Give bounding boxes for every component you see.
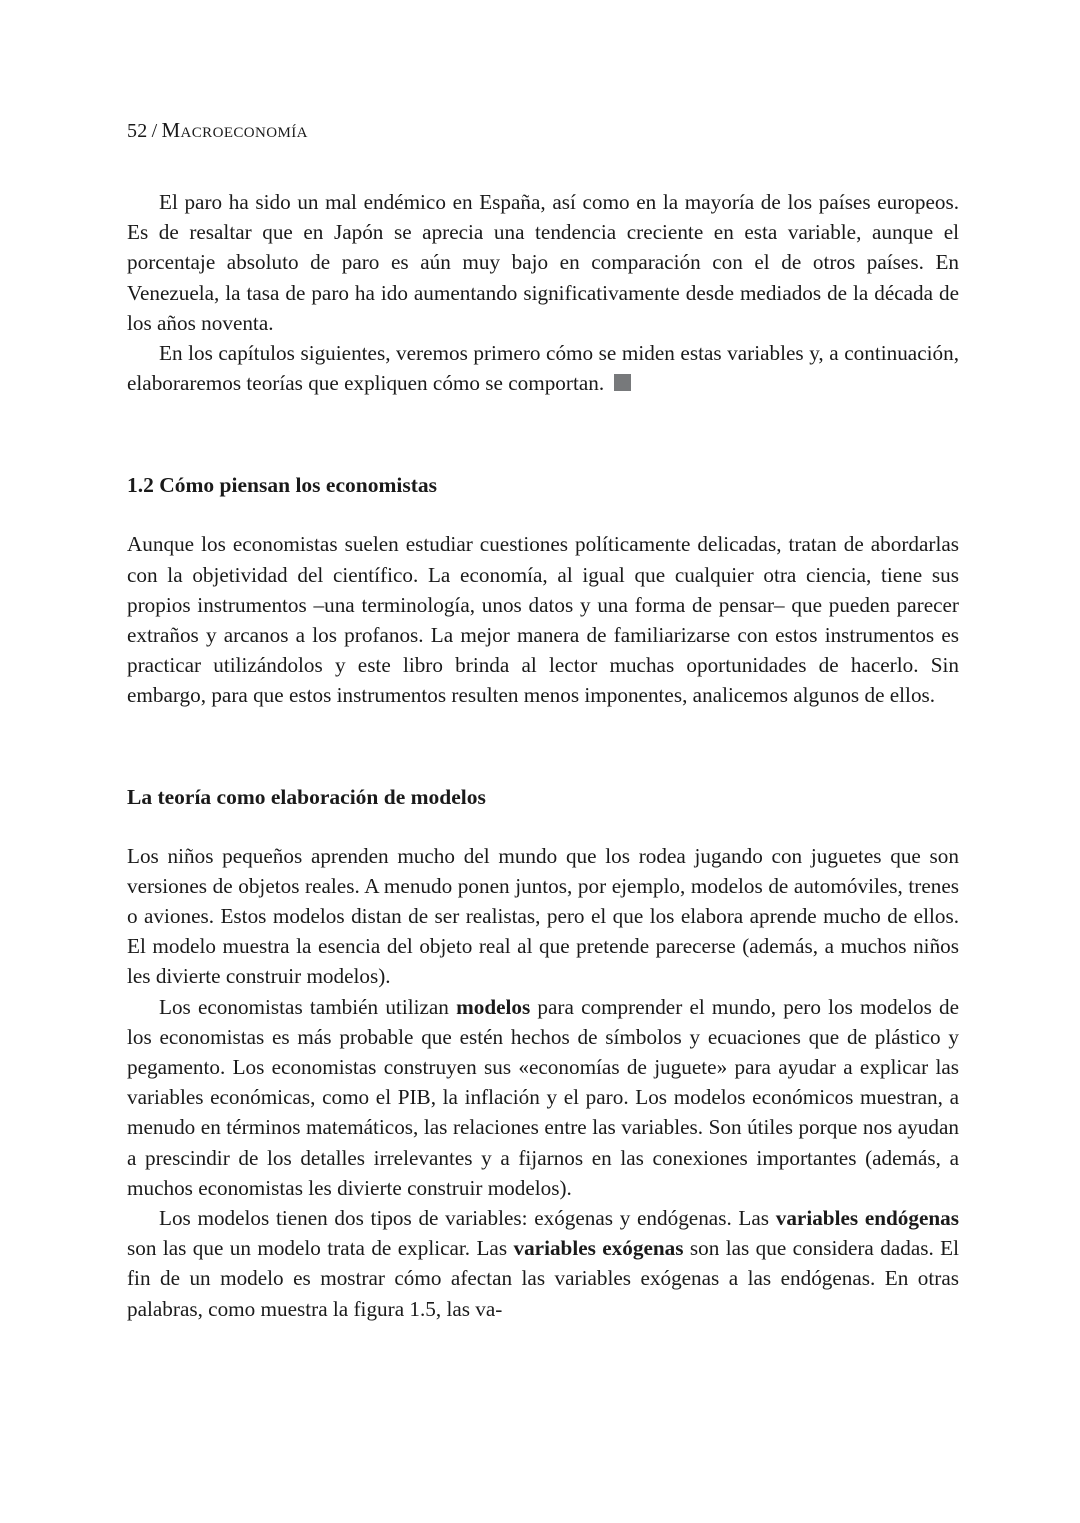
end-of-section-square-icon (614, 374, 631, 391)
paragraph-economists-models-part-1: Los economistas también utilizan (159, 994, 457, 1019)
paragraph-variable-types (127, 1203, 959, 1324)
spacer-before-sub-heading (127, 711, 959, 783)
page-folio-number: 52 (127, 120, 148, 142)
running-header (127, 118, 959, 143)
term-variables-endogenas: variables endógenas (775, 1206, 960, 1231)
paragraph-unemployment: El paro ha sido un mal endémico en España, así como en la mayoría de los países europeos. Es de resaltar que en Japón se aprecia una tendencia creciente en esta variable, aunque el porcentaje absoluto de paro es aún muy bajo en comparación con el de otros países. En Venezuela, la tasa de paro ha ido aumentando significativamente desde mediados de la década de los años noventa. (127, 190, 959, 335)
term-modelos: modelos (456, 994, 531, 1019)
book-title: Macroeconomía (161, 118, 308, 142)
spacer-before-section-heading (127, 398, 959, 471)
paragraph-economists-objectivity: Aunque los economistas suelen estudiar cuestiones políticamente delicadas, tratan de abordarlas con la objetividad del científico. La economía, al igual que cualquier otra ciencia, tiene sus propios instrumentos –una terminología, unos datos y una forma de pensar– que pueden parecer extraños y arcanos a los profanos. La mejor manera de familiarizarse con estos instrumentos es practicar utilizándolos y este libro brinda al lector muchas oportunidades de hacerlo. Sin embargo, para que estos instrumentos resulten menos imponentes, analicemos algunos de ellos. (127, 532, 959, 708)
paragraph-next-chapters (127, 338, 959, 398)
spacer-after-sub-heading (127, 811, 959, 841)
paragraph-next-chapters-text: En los capítulos siguientes, veremos primero cómo se miden estas variables y, a continuación, elaboraremos teorías que expliquen cómo se comportan. (127, 341, 959, 396)
paragraph-economists-models (127, 992, 959, 1203)
page-content (127, 118, 959, 1324)
section-heading-1-2: 1.2 Cómo piensan los economistas (127, 473, 437, 498)
spacer-after-section-heading (127, 499, 959, 529)
paragraph-economists-models-part-2: para comprender el mundo, pero los modelos de los economistas es más probable que estén hechos de símbolos y ecuaciones que de plástico y pegamento. Los economistas construyen sus «economías de juguete» para ayudar a explicar las variables económicas, como el PIB, la inflación y el paro. Los modelos económicos muestran, a menudo en términos matemáticos, las relaciones entre las variables. Son útiles porque nos ayudan a prescindir de los detalles irrelevantes y a fijarnos en las conexiones importantes (además, a muchos economistas les divierte construir modelos). (127, 994, 960, 1200)
paragraph-variable-types-part-1: Los modelos tienen dos tipos de variables: exógenas y endógenas. Las (159, 1206, 776, 1231)
term-variables-exogenas: variables exógenas (513, 1236, 684, 1261)
paragraph-children-toys: Los niños pequeños aprenden mucho del mundo que los rodea jugando con juguetes que son versiones de objetos reales. A menudo ponen juntos, por ejemplo, modelos de automóviles, trenes o aviones. Estos modelos distan de ser realistas, pero el que los elabora aprende mucho de ellos. El modelo muestra la esencia del objeto real al que pretende parecerse (además, a muchos niños les divierte construir modelos). (127, 843, 959, 989)
paragraph-variable-types-part-3: son las que considera dadas. El fin de un modelo es mostrar cómo afectan las variables exógenas a las endógenas. En otras palabras, como muestra la figura 1.5, las va- (127, 1236, 960, 1321)
header-separator: / (151, 120, 158, 142)
sub-heading-theory-models: La teoría como elaboración de modelos (127, 784, 486, 809)
paragraph-variable-types-part-2: son las que un modelo trata de explicar. Las (127, 1236, 514, 1261)
